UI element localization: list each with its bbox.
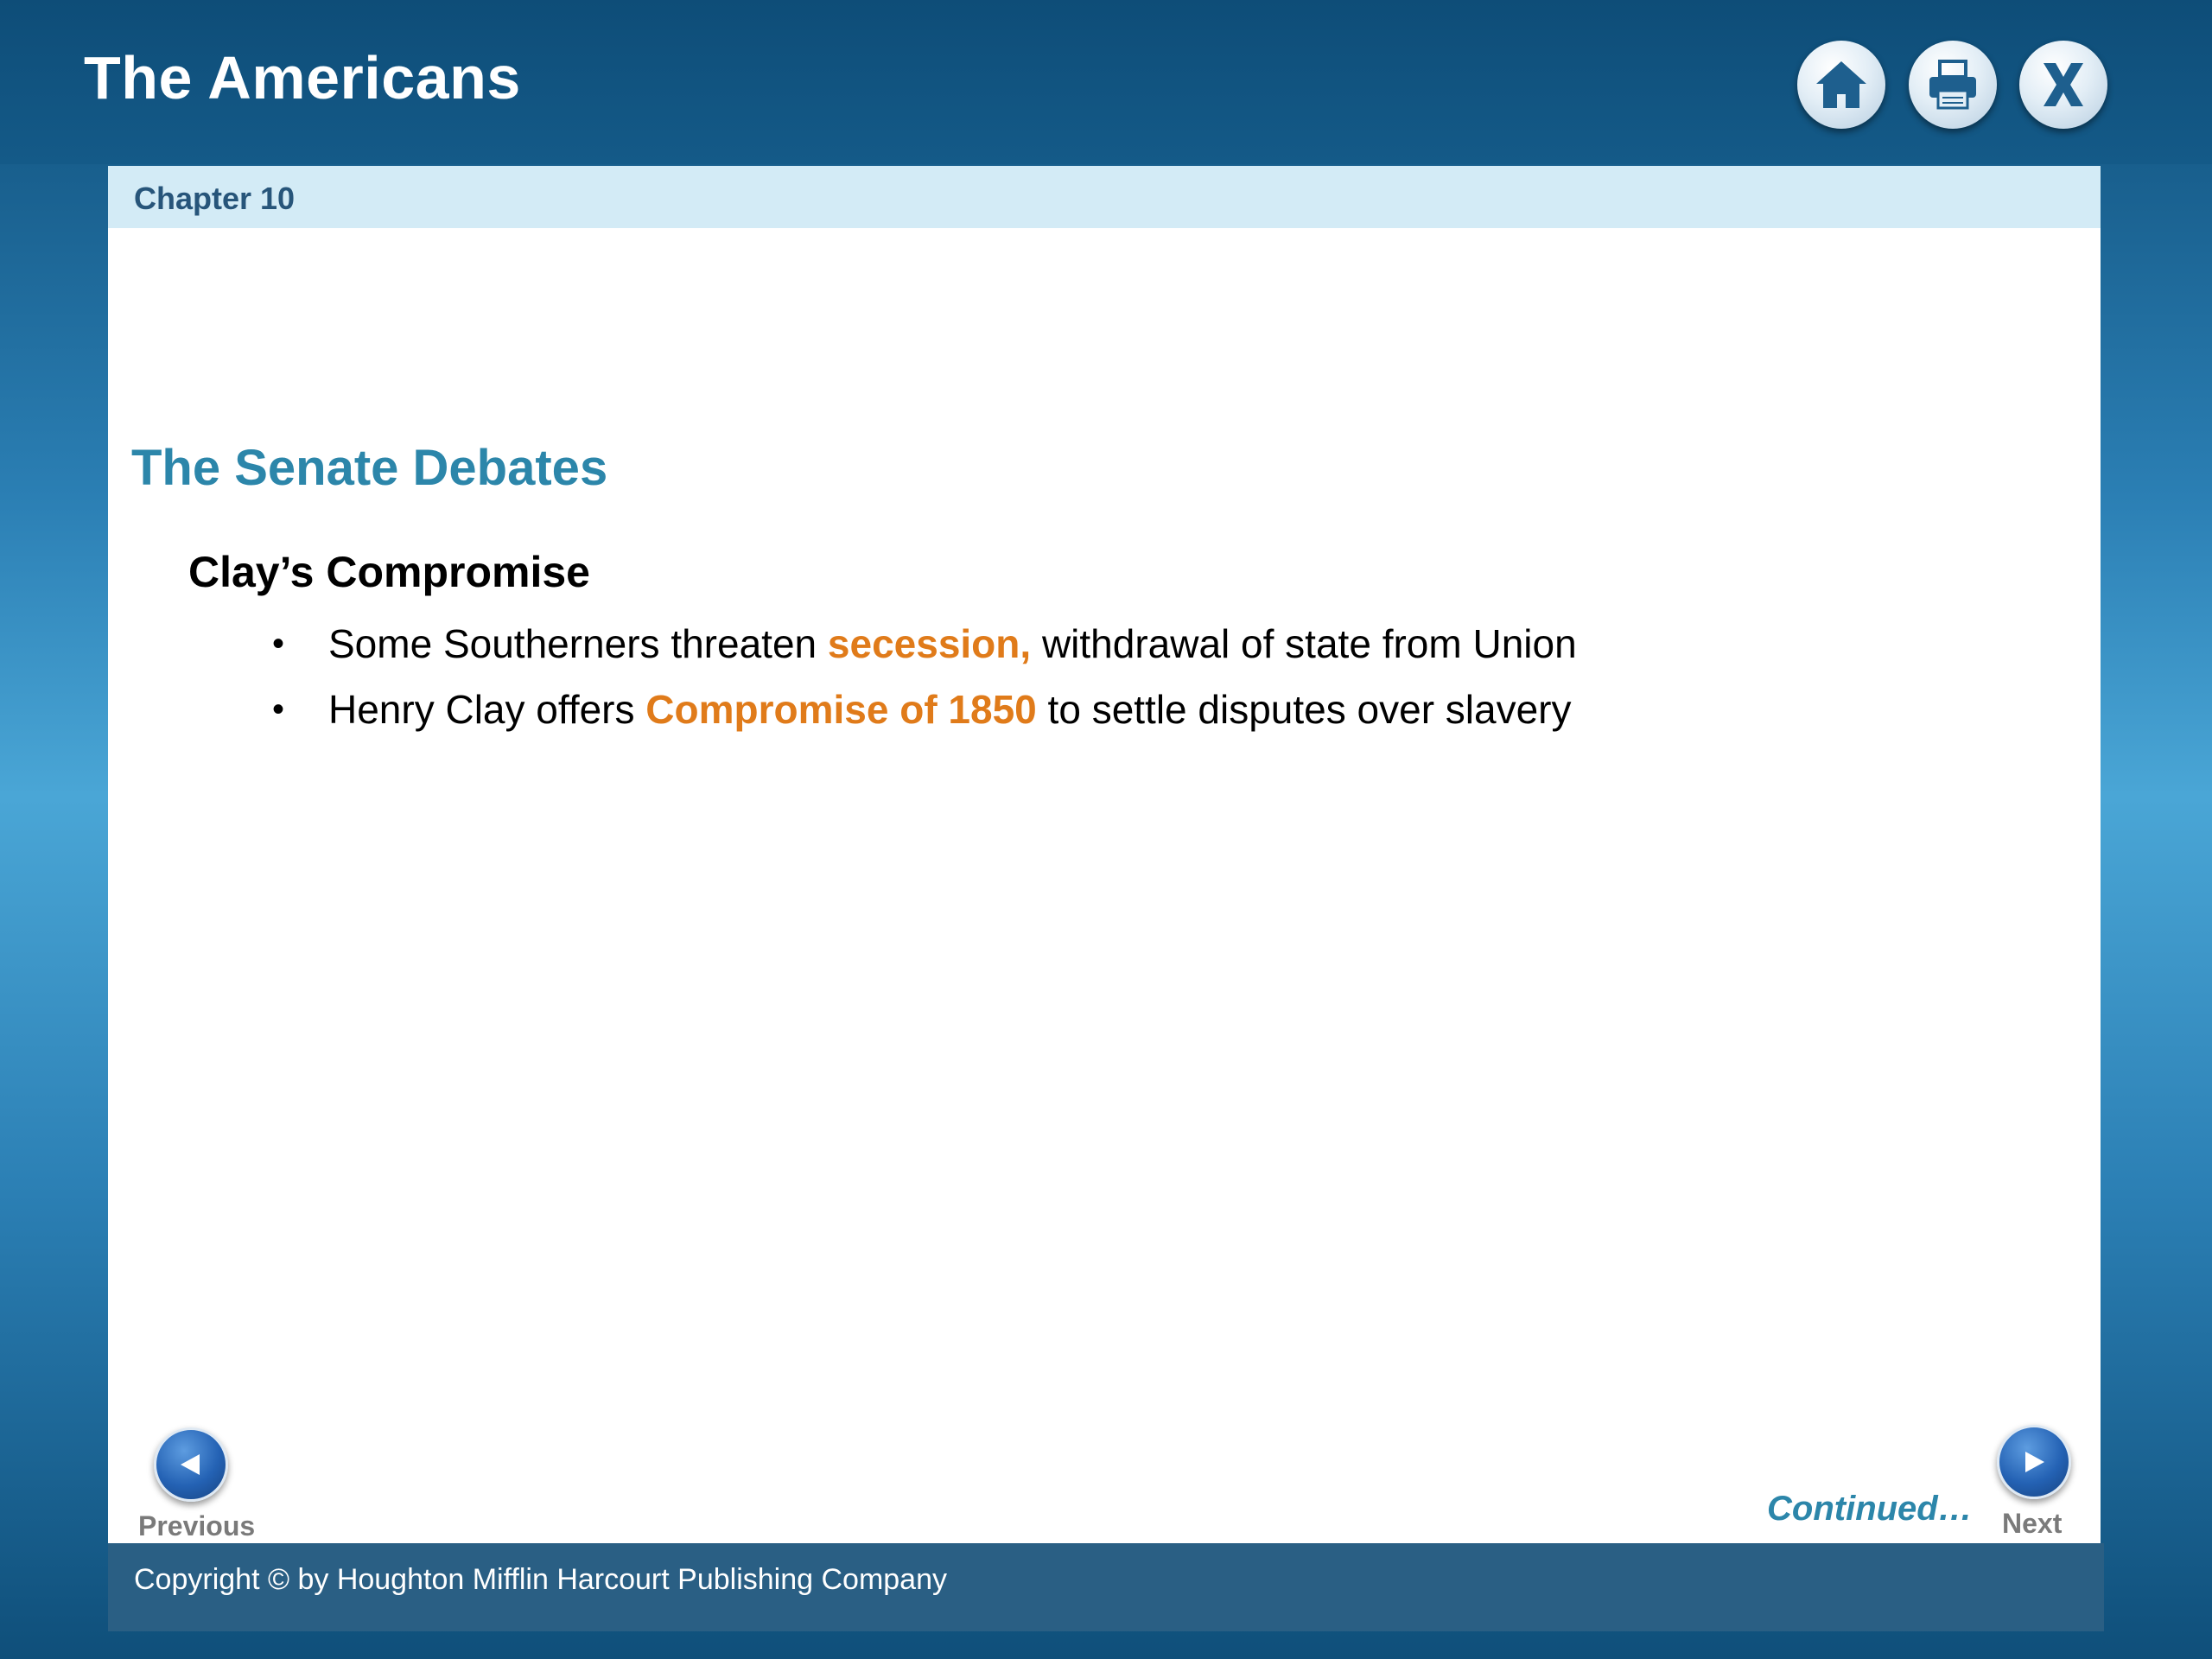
copyright-text: Copyright © by Houghton Mifflin Harcourt Publishing Company [134, 1563, 947, 1596]
arrow-right-icon [2017, 1445, 2051, 1479]
bullet-dot: • [272, 690, 285, 728]
print-button[interactable] [1909, 41, 1997, 129]
bullet-list [272, 611, 1577, 742]
bullet-text: Some Southerners threaten [328, 621, 828, 666]
bullet-item [272, 611, 1577, 677]
next-label[interactable]: Next [2002, 1508, 2063, 1539]
highlighted-term: Compromise of 1850 [645, 687, 1037, 732]
close-icon [2033, 54, 2094, 115]
close-button[interactable] [2019, 41, 2107, 129]
bullet-text: withdrawal of state from Union [1031, 621, 1577, 666]
chapter-bar [108, 166, 2101, 228]
continued-label: Continued… [1767, 1490, 1973, 1528]
next-button[interactable] [1997, 1425, 2071, 1499]
bullet-dot: • [272, 625, 285, 663]
bullet-item [272, 677, 1577, 742]
previous-button[interactable] [154, 1427, 228, 1502]
slide-panel [108, 166, 2101, 1543]
previous-label[interactable]: Previous [138, 1510, 256, 1541]
highlighted-term: secession, [827, 621, 1032, 666]
home-button[interactable] [1797, 41, 1885, 129]
slide-subheading: Clay’s Compromise [188, 548, 590, 596]
app-title: The Americans [84, 44, 521, 111]
header-bar [0, 0, 2212, 164]
printer-icon [1923, 54, 1983, 115]
slide-title: The Senate Debates [131, 440, 608, 496]
footer-bar [108, 1543, 2104, 1631]
home-icon [1811, 54, 1872, 115]
chapter-label: Chapter 10 [134, 181, 296, 216]
bullet-text: to settle disputes over slavery [1036, 687, 1572, 732]
arrow-left-icon [174, 1447, 208, 1482]
bullet-text: Henry Clay offers [328, 687, 646, 732]
